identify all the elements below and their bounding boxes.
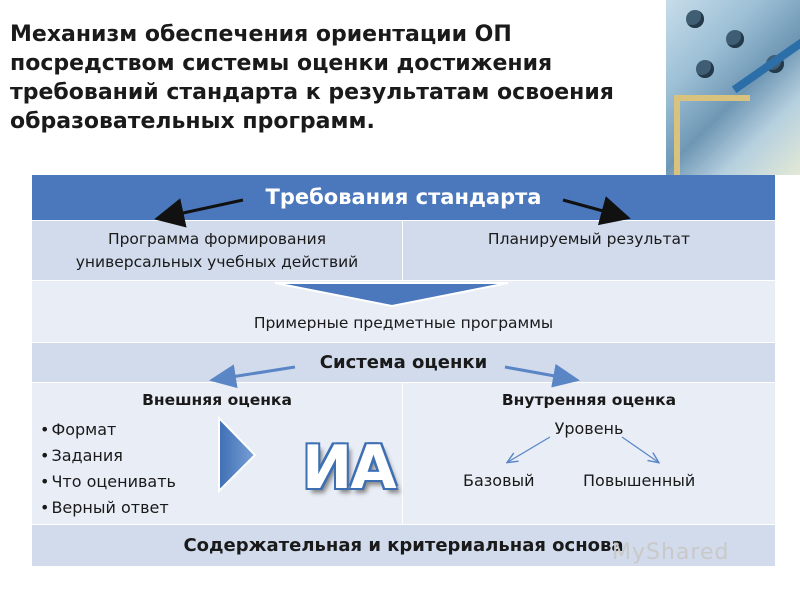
requirements-header-text: Требования стандарта bbox=[265, 185, 542, 209]
title-line-3: требований стандарта к результатам освоения bbox=[10, 80, 614, 105]
external-assessment-title: Внешняя оценка bbox=[142, 391, 292, 409]
title-line-4: образовательных программ. bbox=[10, 109, 375, 134]
list-item: • Что оценивать bbox=[40, 469, 176, 495]
list-item: • Задания bbox=[40, 443, 176, 469]
planned-result-text: Планируемый результат bbox=[487, 230, 691, 248]
title-line-1: Механизм обеспечения ориентации ОП bbox=[10, 22, 512, 47]
pushpin-icon bbox=[726, 30, 744, 48]
sample-programs-row bbox=[32, 280, 775, 343]
assessment-diagram bbox=[32, 175, 775, 565]
sample-programs-text: Примерные предметные программы bbox=[253, 314, 554, 332]
pushpin-icon bbox=[686, 10, 704, 28]
footer-text: Содержательная и критериальная основа bbox=[183, 535, 624, 556]
external-assessment-cell bbox=[32, 383, 403, 525]
internal-assessment-title: Внутренняя оценка bbox=[501, 391, 677, 409]
frame-shape bbox=[674, 95, 750, 175]
title-line-2: посредством системы оценки достижения bbox=[10, 51, 553, 76]
assessment-system-row bbox=[32, 342, 775, 383]
level-text: Уровень bbox=[554, 419, 624, 438]
list-item: • Верный ответ bbox=[40, 495, 176, 521]
uud-program-cell bbox=[32, 221, 403, 281]
internal-assessment-cell bbox=[403, 383, 775, 525]
slide-title bbox=[10, 20, 660, 136]
program-row bbox=[32, 220, 775, 281]
decorative-photo bbox=[666, 0, 800, 175]
pushpin-icon bbox=[696, 60, 714, 78]
ia-label: ИА bbox=[302, 433, 395, 503]
assessment-system-text: Система оценки bbox=[319, 352, 488, 373]
external-assessment-list bbox=[40, 417, 176, 521]
advanced-level-text: Повышенный bbox=[583, 471, 696, 490]
watermark-logo: MyShared bbox=[612, 540, 730, 565]
list-item: • Формат bbox=[40, 417, 176, 443]
uud-program-line-2: универсальных учебных действий bbox=[75, 253, 359, 271]
basic-level-text: Базовый bbox=[463, 471, 535, 490]
planned-result-cell bbox=[403, 221, 775, 281]
uud-program-line-1: Программа формирования bbox=[107, 230, 327, 248]
requirements-header bbox=[32, 175, 775, 220]
assessment-types-row bbox=[32, 382, 775, 525]
